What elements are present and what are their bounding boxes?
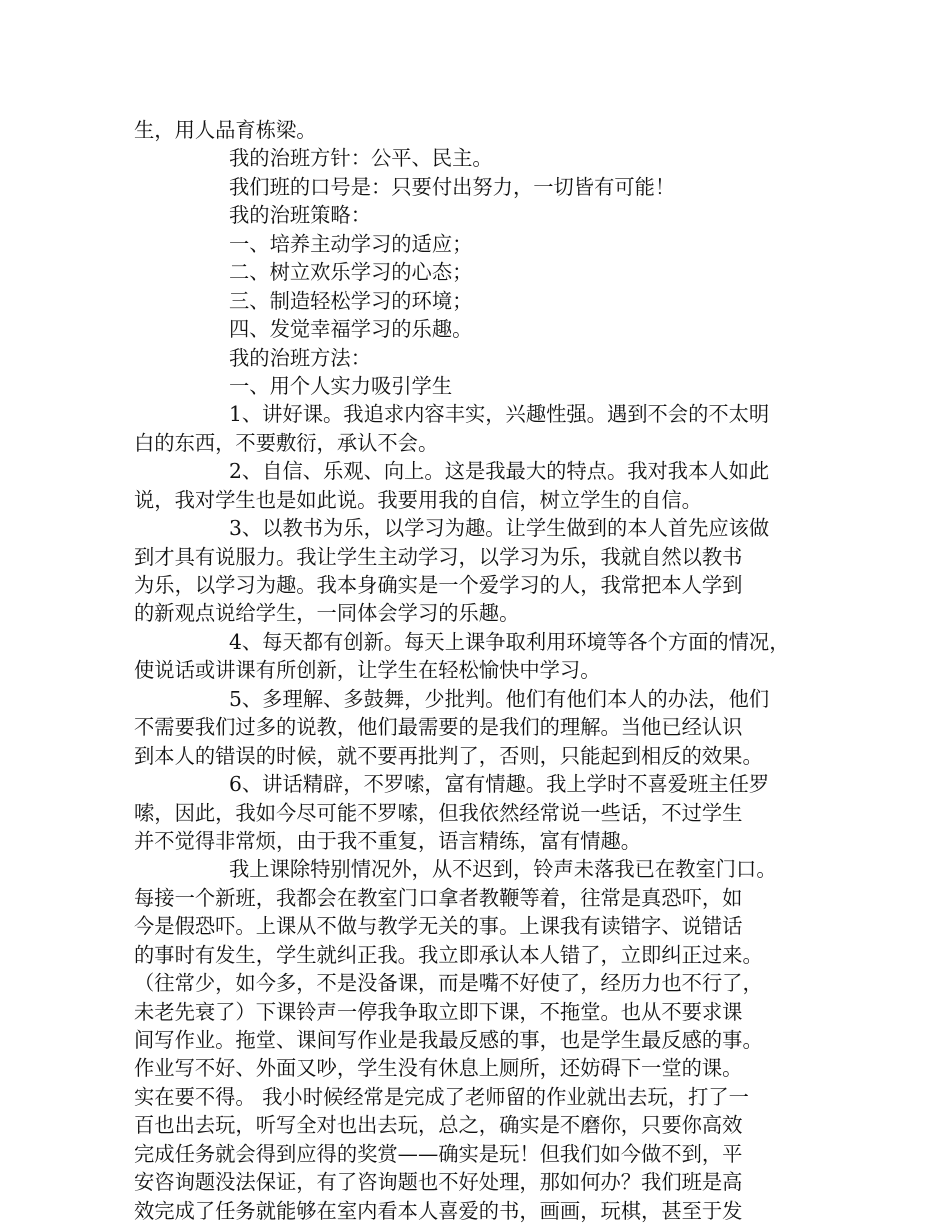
- text-line: 我的治班策略：: [229, 203, 371, 228]
- text-line: 为乐，以学习为趣。我本身确实是一个爱学习的人，我常把本人学到: [134, 573, 743, 597]
- text-line: 作业写不好、外面又吵，学生没有休息上厕所，还妨碍下一堂的课。: [134, 1056, 743, 1081]
- text-line: 4、每天都有创新。每天上课争取利用环境等各个方面的情况，: [229, 629, 790, 654]
- text-line: 的事时有发生，学生就纠正我。我立即承认本人错了，立即纠正过来。: [134, 942, 763, 967]
- text-line: 间写作业。拖堂、课间写作业是我最反感的事，也是学生最反感的事。: [134, 1028, 763, 1052]
- text-line: 我的治班方法：: [229, 345, 371, 370]
- text-line: 2、自信、乐观、向上。这是我最大的特点。我对我本人如此: [229, 459, 770, 484]
- text-line: 四、发觉幸福学习的乐趣。: [229, 317, 473, 342]
- text-line: 一、用个人实力吸引学生: [229, 373, 453, 398]
- text-line: 一、培养主动学习的适应；: [229, 231, 473, 256]
- text-line: （往常少，如今多，不是没备课，而是嘴不好使了，经历力也不行了，: [134, 971, 763, 996]
- text-line: 今是假恐吓。上课从不做与教学无关的事。上课我有读错字、说错话: [134, 914, 743, 939]
- document-body: [134, 116, 824, 1225]
- text-line: 我们班的口号是：只要付出努力，一切皆有可能！: [229, 174, 676, 199]
- text-line: 到才具有说服力。我让学生主动学习，以学习为乐，我就自然以教书: [134, 544, 743, 569]
- text-line: 使说话或讲课有所创新，让学生在轻松愉快中学习。: [134, 658, 601, 683]
- text-line: 实在要不得。 我小时候经常是完成了老师留的作业就出去玩，打了一: [134, 1084, 749, 1109]
- text-line: 到本人的错误的时候，就不要再批判了，否则，只能起到相反的效果。: [134, 743, 763, 768]
- text-line: 生，用人品育栋梁。: [134, 118, 317, 142]
- text-line: 5、多理解、多鼓舞，少批判。他们有他们本人的办法，他们: [229, 686, 770, 711]
- text-line: 效完成了任务就能够在室内看本人喜爱的书，画画，玩棋，甚至于发: [134, 1198, 743, 1223]
- text-line: 并不觉得非常烦，由于我不重复，语言精练，富有情趣。: [134, 828, 642, 853]
- text-line: 白的东西，不要敷衍，承认不会。: [134, 430, 439, 455]
- text-line: 安咨询题没法保证，有了咨询题也不好处理，那如何办？我们班是高: [134, 1170, 743, 1195]
- text-line: 3、以教书为乐，以学习为趣。让学生做到的本人首先应该做: [229, 516, 770, 541]
- text-line: 6、讲话精辟，不罗嗦，富有情趣。我上学时不喜爱班主任罗: [229, 772, 770, 797]
- text-line: 完成任务就会得到应得的奖赏——确实是玩！但我们如今做不到，平: [134, 1141, 743, 1166]
- text-line: 不需要我们过多的说教，他们最需要的是我们的理解。当他已经认识: [134, 715, 743, 740]
- text-line: 未老先衰了）下课铃声一停我争取立即下课，不拖堂。也从不要求课: [134, 999, 743, 1024]
- text-line: 百也出去玩，听写全对也出去玩，总之，确实是不磨你，只要你高效: [134, 1113, 743, 1138]
- text-line: 每接一个新班，我都会在教室门口拿者教鞭等着，往常是真恐吓，如: [134, 885, 743, 910]
- text-line: 我上课除特别情况外，从不迟到，铃声未落我已在教室门口。: [229, 857, 777, 882]
- text-line: 嗦，因此，我如今尽可能不罗嗦，但我依然经常说一些话，不过学生: [134, 800, 743, 825]
- text-line: 的新观点说给学生，一同体会学习的乐趣。: [134, 601, 520, 626]
- text-line: 1、讲好课。我追求内容丰实，兴趣性强。遇到不会的不太明: [229, 402, 770, 427]
- text-line: 二、树立欢乐学习的心态；: [229, 260, 473, 285]
- text-line: 我的治班方针：公平、民主。: [229, 146, 493, 171]
- text-line: 说，我对学生也是如此说。我要用我的自信，树立学生的自信。: [134, 487, 702, 512]
- text-line: 三、制造轻松学习的环境；: [229, 288, 473, 313]
